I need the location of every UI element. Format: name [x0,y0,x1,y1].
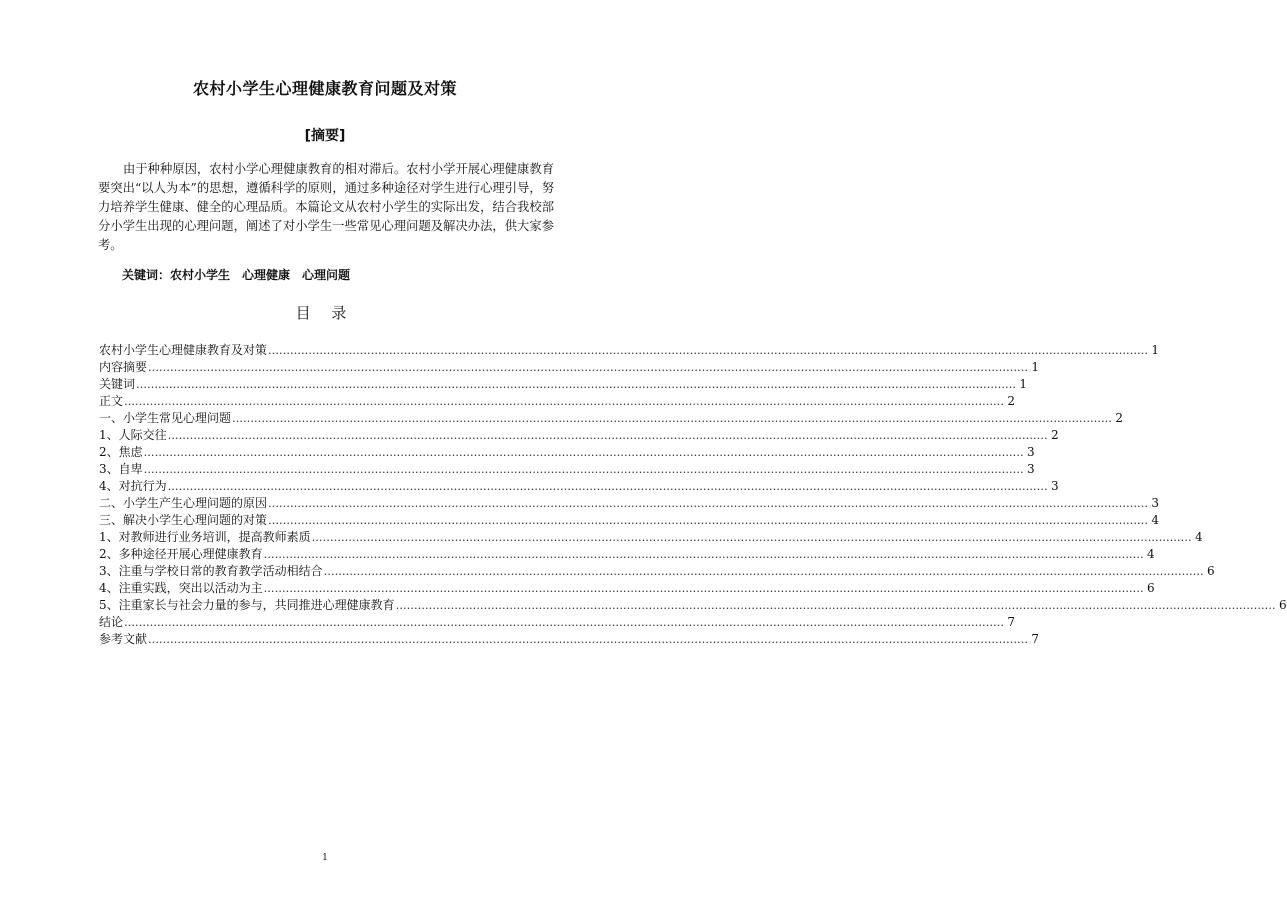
page-number: 1 [322,853,328,863]
toc-entry[interactable] [99,512,1160,529]
toc-entry[interactable] [99,631,1040,648]
toc-entry[interactable] [99,427,1059,444]
toc-dot-leader: …………………………………………………………………………………………………………………………………………………………………………………………………………………… [323,565,1204,578]
toc-entry-label: 三、解决小学生心理问题的对策 [99,513,268,527]
toc-entry-label: 5、注重家长与社会力量的参与，共同推进心理健康教育 [99,598,395,612]
toc-entry-page: 4 [1195,530,1203,544]
toc-entry-label: 4、注重实践，突出以活动为主 [99,581,263,595]
keyword-item: 心理问题 [302,268,351,282]
toc-entry[interactable] [99,376,1028,393]
toc-entry-page: 3 [1027,462,1035,476]
toc-dot-leader: …………………………………………………………………………………………………………………………………………………………………………………………………………………… [268,497,1149,510]
toc-dot-leader: …………………………………………………………………………………………………………………………………………………………………………………………………………………… [167,429,1048,442]
keyword-item: 农村小学生 [170,268,231,282]
toc-entry-page: 6 [1147,581,1155,595]
toc-entry-label: 3、注重与学校日常的教育教学活动相结合 [99,564,323,578]
toc-entry-label: 正文 [99,394,124,408]
toc-entry-label: 二、小学生产生心理问题的原因 [99,496,268,510]
toc-heading: 目 录 [295,304,355,322]
toc-entry-page: 2 [1051,428,1059,442]
toc-entry-label: 4、对抗行为 [99,479,167,493]
toc-entry[interactable] [99,495,1160,512]
toc-entry-label: 参考文献 [99,632,148,646]
toc-dot-leader: …………………………………………………………………………………………………………………………………………………………………………………………………………………… [124,616,1005,629]
toc-entry[interactable] [99,529,1203,546]
toc-entry[interactable] [99,546,1155,563]
toc-entry[interactable] [99,563,1215,580]
toc-entry-label: 关键词 [99,377,136,391]
toc-entry-page: 6 [1207,564,1215,578]
toc-dot-leader: …………………………………………………………………………………………………………………………………………………………………………………………………………………… [268,344,1149,357]
toc-entry[interactable] [99,359,1040,376]
toc-dot-leader: …………………………………………………………………………………………………………………………………………………………………………………………………………………… [143,463,1024,476]
toc-entry-page: 7 [1007,615,1016,629]
toc-dot-leader: …………………………………………………………………………………………………………………………………………………………………………………………………………………… [395,599,1276,612]
toc-entry-label: 一、小学生常见心理问题 [99,411,232,425]
toc-entry-page: 2 [1115,411,1124,425]
toc-entry-label: 2、多种途径开展心理健康教育 [99,547,263,561]
toc-entry-page: 1 [1151,343,1160,357]
toc-dot-leader: …………………………………………………………………………………………………………………………………………………………………………………………………………………… [167,480,1048,493]
toc-dot-leader: …………………………………………………………………………………………………………………………………………………………………………………………………………………… [311,531,1192,544]
toc-entry[interactable] [99,597,1287,614]
toc-entry-label: 2、焦虑 [99,445,143,459]
toc-entry-page: 2 [1007,394,1016,408]
toc-dot-leader: …………………………………………………………………………………………………………………………………………………………………………………………………………………… [143,446,1024,459]
toc-entry[interactable] [99,444,1035,461]
toc-dot-leader: …………………………………………………………………………………………………………………………………………………………………………………………………………………… [263,582,1144,595]
toc-dot-leader: …………………………………………………………………………………………………………………………………………………………………………………………………………………… [148,361,1029,374]
toc-entry[interactable] [99,461,1035,478]
toc-entry-label: 结论 [99,615,124,629]
toc-entry-page: 3 [1151,496,1160,510]
toc-dot-leader: …………………………………………………………………………………………………………………………………………………………………………………………………………………… [136,378,1017,391]
toc-entry-page: 6 [1279,598,1287,612]
toc-entry[interactable] [99,393,1016,410]
toc-entry[interactable] [99,580,1155,597]
abstract-paragraph: 由于种种原因，农村小学心理健康教育的相对滞后。农村小学开展心理健康教育要突出“以人为本”的思想，遵循科学的原则，通过多种途径对学生进行心理引导，努力培养学生健康、健全的心理品质。本篇论文从农村小学生的实际出发，结合我校部分小学生出现的心理问题，阐述了对小学生一些常见心理问题及解决办法，供大家参考。 [98,162,554,252]
table-of-contents [99,342,1287,648]
toc-dot-leader: …………………………………………………………………………………………………………………………………………………………………………………………………………………… [263,548,1144,561]
document-title: 农村小学生心理健康教育问题及对策 [192,79,457,98]
toc-entry-page: 4 [1151,513,1160,527]
toc-entry[interactable] [99,614,1016,631]
toc-entry-page: 1 [1031,360,1040,374]
toc-entry-label: 内容摘要 [99,360,148,374]
toc-entry-page: 3 [1051,479,1059,493]
toc-entry-page: 3 [1027,445,1035,459]
toc-entry-label: 农村小学生心理健康教育及对策 [99,343,268,357]
toc-entry-page: 1 [1019,377,1028,391]
keywords-line [122,266,362,283]
abstract-heading: [摘要] [304,128,346,144]
toc-entry-label: 3、自卑 [99,462,143,476]
toc-entry[interactable] [99,342,1160,359]
keyword-item: 心理健康 [242,268,291,282]
toc-dot-leader: …………………………………………………………………………………………………………………………………………………………………………………………………………………… [148,633,1029,646]
toc-entry[interactable] [99,410,1124,427]
toc-entry-label: 1、对教师进行业务培训，提高教师素质 [99,530,311,544]
toc-dot-leader: …………………………………………………………………………………………………………………………………………………………………………………………………………………… [124,395,1005,408]
toc-entry-label: 1、人际交往 [99,428,167,442]
keywords-label: 关键词： [122,268,171,282]
toc-entry-page: 4 [1147,547,1155,561]
toc-entry[interactable] [99,478,1059,495]
toc-entry-page: 7 [1031,632,1040,646]
toc-dot-leader: …………………………………………………………………………………………………………………………………………………………………………………………………………………… [268,514,1149,527]
toc-dot-leader: …………………………………………………………………………………………………………………………………………………………………………………………………………………… [232,412,1113,425]
